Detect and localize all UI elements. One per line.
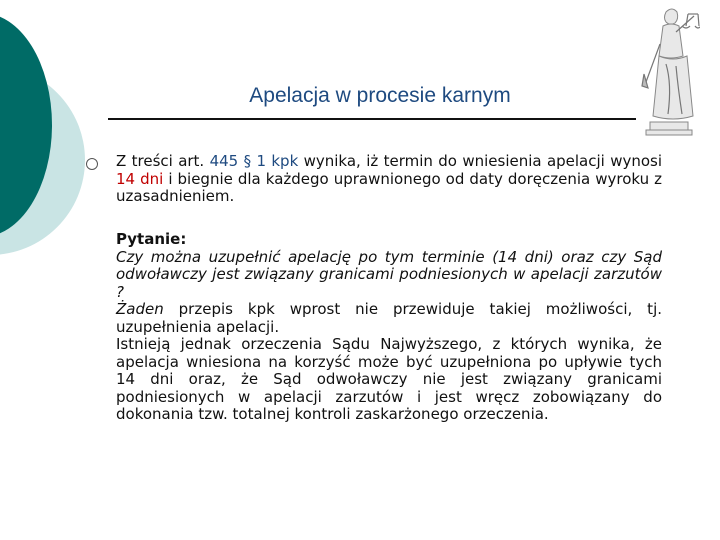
legal-citation: 445 § 1 kpk <box>209 152 299 170</box>
deadline-highlight: 14 dni <box>116 169 164 188</box>
answer-lead-word: Żaden <box>116 300 164 318</box>
answer-rest: przepis kpk wprost nie przewiduje takiej możliwości, tj. uzupełnienia apelacji. <box>116 300 662 336</box>
case-law-text: Istnieją jednak orzeczenia Sądu Najwyższego, z których wynika, że apelacja wniesiona na korzyść może być uzupełniona po upływie tych 14 dni oraz, że Sąd odwoławczy nie jest związany granicami podniesionych w apelacji zarzutów i jest wręcz zobowiązany do dokonania tzw. totalnej kontroli zaskarżonego orzeczenia. <box>116 335 662 423</box>
hollow-circle-bullet-icon <box>86 158 98 170</box>
answer-text <box>116 301 662 336</box>
paragraph-text-middle: wynika, iż termin do wniesienia apelacji wynosi <box>298 152 663 170</box>
title-divider <box>108 118 636 120</box>
question-label: Pytanie: <box>116 230 187 248</box>
question-text: Czy można uzupełnić apelację po tym terminie (14 dni) oraz czy Sąd odwoławczy jest związany granicami podniesionych w apelacji zarzutów ? <box>116 247 662 301</box>
paragraph-deadline <box>116 153 662 206</box>
slide-title: Apelacja w procesie karnym <box>249 84 511 107</box>
decorative-circles <box>0 0 120 300</box>
lady-justice-statue-icon <box>636 4 700 136</box>
paragraph-text-end: i biegnie dla każdego uprawnionego od daty doręczenia wyroku z uzasadnieniem. <box>116 169 662 205</box>
paragraph-question <box>116 231 662 424</box>
paragraph-text-start: Z treści art. <box>116 152 210 170</box>
